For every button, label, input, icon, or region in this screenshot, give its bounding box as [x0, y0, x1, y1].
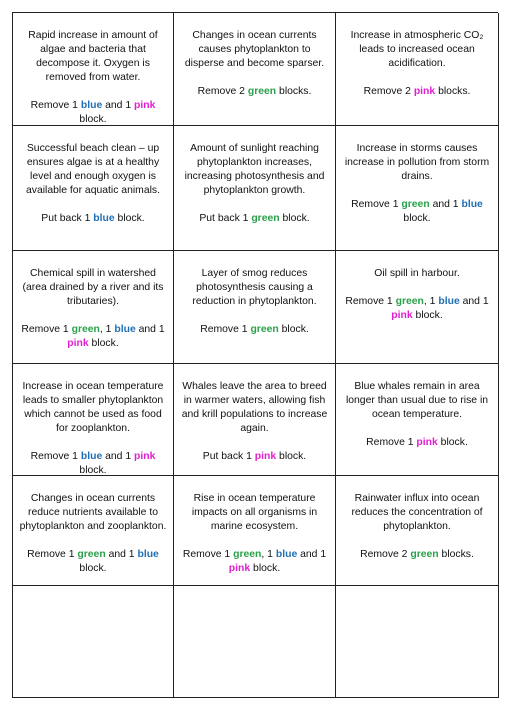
action-text: block. — [79, 114, 107, 125]
action-text: and 1 — [297, 549, 327, 560]
card-action — [341, 548, 493, 562]
blue-block-word: blue — [137, 549, 159, 560]
action-text: Put back 1 — [202, 451, 255, 462]
event-card — [13, 126, 174, 251]
action-text: and 1 — [105, 549, 138, 560]
green-block-word: green — [71, 324, 100, 335]
event-card — [336, 251, 499, 364]
card-description: Successful beach clean – up ensures algae is at a healthy level and enough oxygen is available for aquatic animals. — [26, 143, 160, 196]
action-text: , 1 — [99, 324, 115, 335]
card-action — [341, 436, 493, 450]
blue-block-word: blue — [438, 296, 460, 307]
card-action — [179, 450, 330, 464]
green-block-word: green — [247, 86, 277, 97]
action-text: block. — [437, 437, 468, 448]
card-action — [18, 548, 168, 576]
action-text: Remove 2 — [363, 86, 414, 97]
action-text: , 1 — [423, 296, 439, 307]
pink-block-word: pink — [67, 338, 89, 349]
event-card — [336, 13, 499, 126]
card-action — [341, 295, 493, 323]
card-action — [179, 323, 330, 337]
action-text: Remove 1 — [30, 451, 81, 462]
green-block-word: green — [250, 324, 279, 335]
action-text: Remove 1 — [345, 296, 396, 307]
action-text: Put back 1 — [41, 213, 94, 224]
pink-block-word: pink — [416, 437, 438, 448]
action-text: blocks. — [276, 86, 312, 97]
action-text: and 1 — [135, 324, 165, 335]
card-description: Rapid increase in amount of algae and bacteria that decompose it. Oxygen is removed from water. — [28, 30, 158, 83]
action-text: and 1 — [459, 296, 489, 307]
pink-block-word: pink — [391, 310, 413, 321]
event-card — [174, 364, 336, 476]
card-description: Chemical spill in watershed (area drained by a river and its tributaries). — [22, 268, 164, 307]
action-text: block. — [279, 213, 310, 224]
card-description: Oil spill in harbour. — [374, 268, 460, 279]
green-block-word: green — [233, 549, 262, 560]
event-card — [174, 476, 336, 586]
card-action — [179, 212, 330, 226]
card-description: Amount of sunlight reaching phytoplankton increases, increasing photosynthesis and phytoplankton growth. — [184, 143, 325, 196]
event-card — [13, 251, 174, 364]
action-text: Remove 1 — [182, 549, 234, 560]
pink-block-word: pink — [413, 86, 436, 97]
action-text: and 1 — [102, 451, 135, 462]
pink-block-word: pink — [254, 451, 277, 462]
card-description: Rainwater influx into ocean reduces the concentration of phytoplankton. — [351, 493, 483, 532]
card-description: Increase in atmospheric CO₂ leads to increased ocean acidification. — [350, 30, 484, 69]
card-description: Layer of smog reduces photosynthesis causing a reduction in phytoplankton. — [192, 268, 317, 307]
pink-block-word: pink — [134, 100, 156, 111]
card-action — [341, 198, 493, 226]
event-card — [336, 364, 499, 476]
action-text: block. — [114, 213, 145, 224]
card-description: Increase in ocean temperature leads to smaller phytoplankton which cannot be used as food for zooplankton. — [22, 381, 164, 434]
event-card — [174, 126, 336, 251]
action-text: block. — [79, 465, 107, 476]
blank-card — [13, 586, 174, 698]
card-action — [18, 212, 168, 226]
card-description: Changes in ocean currents reduce nutrients available to phytoplankton and zooplankton. — [19, 493, 167, 532]
blue-block-word: blue — [114, 324, 136, 335]
blank-card — [336, 586, 499, 698]
event-card — [13, 13, 174, 126]
action-text: Remove 1 — [21, 324, 72, 335]
card-action — [18, 323, 168, 351]
green-block-word: green — [410, 549, 439, 560]
card-action — [18, 450, 168, 478]
action-text: block. — [278, 324, 309, 335]
action-text: Remove 1 — [351, 199, 402, 210]
action-text: Put back 1 — [199, 213, 252, 224]
action-text: Remove 1 — [27, 549, 78, 560]
event-card — [174, 13, 336, 126]
green-block-word: green — [251, 213, 280, 224]
action-text: Remove 1 — [200, 324, 251, 335]
card-description: Blue whales remain in area longer than usual due to rise in ocean temperature. — [345, 381, 489, 420]
blue-block-word: blue — [93, 213, 115, 224]
action-text: block. — [412, 310, 443, 321]
blue-block-word: blue — [80, 451, 103, 462]
action-text: and 1 — [102, 100, 135, 111]
event-card — [13, 476, 174, 586]
action-text: , 1 — [261, 549, 276, 560]
action-text: and 1 — [429, 199, 462, 210]
card-description: Changes in ocean currents causes phytoplankton to disperse and become sparser. — [184, 30, 325, 69]
event-card — [174, 251, 336, 364]
card-action — [179, 85, 330, 99]
action-text: Remove 2 — [360, 549, 411, 560]
blank-card — [174, 586, 336, 698]
action-text: block. — [250, 563, 281, 574]
card-action — [341, 85, 493, 99]
green-block-word: green — [395, 296, 424, 307]
event-card — [336, 126, 499, 251]
action-text: block. — [403, 213, 431, 224]
action-text: block. — [88, 338, 119, 349]
card-action — [18, 99, 168, 127]
blue-block-word: blue — [461, 199, 483, 210]
blue-block-word: blue — [275, 549, 298, 560]
action-text: Remove 1 — [30, 100, 81, 111]
card-description: Whales leave the area to breed in warmer waters, allowing fish and krill populations to increase again. — [181, 381, 328, 434]
card-description: Increase in storms causes increase in pollution from storm drains. — [344, 143, 490, 182]
card-grid — [12, 12, 498, 698]
action-text: blocks. — [435, 86, 471, 97]
action-text: Remove 1 — [366, 437, 417, 448]
event-card — [13, 364, 174, 476]
green-block-word: green — [77, 549, 106, 560]
green-block-word: green — [401, 199, 430, 210]
action-text: block. — [79, 563, 107, 574]
card-action — [179, 548, 330, 576]
action-text: block. — [276, 451, 307, 462]
event-card — [336, 476, 499, 586]
pink-block-word: pink — [228, 563, 251, 574]
blue-block-word: blue — [80, 100, 103, 111]
action-text: Remove 2 — [197, 86, 248, 97]
card-description: Rise in ocean temperature impacts on all organisms in marine ecosystem. — [191, 493, 318, 532]
pink-block-word: pink — [134, 451, 156, 462]
action-text: blocks. — [438, 549, 474, 560]
